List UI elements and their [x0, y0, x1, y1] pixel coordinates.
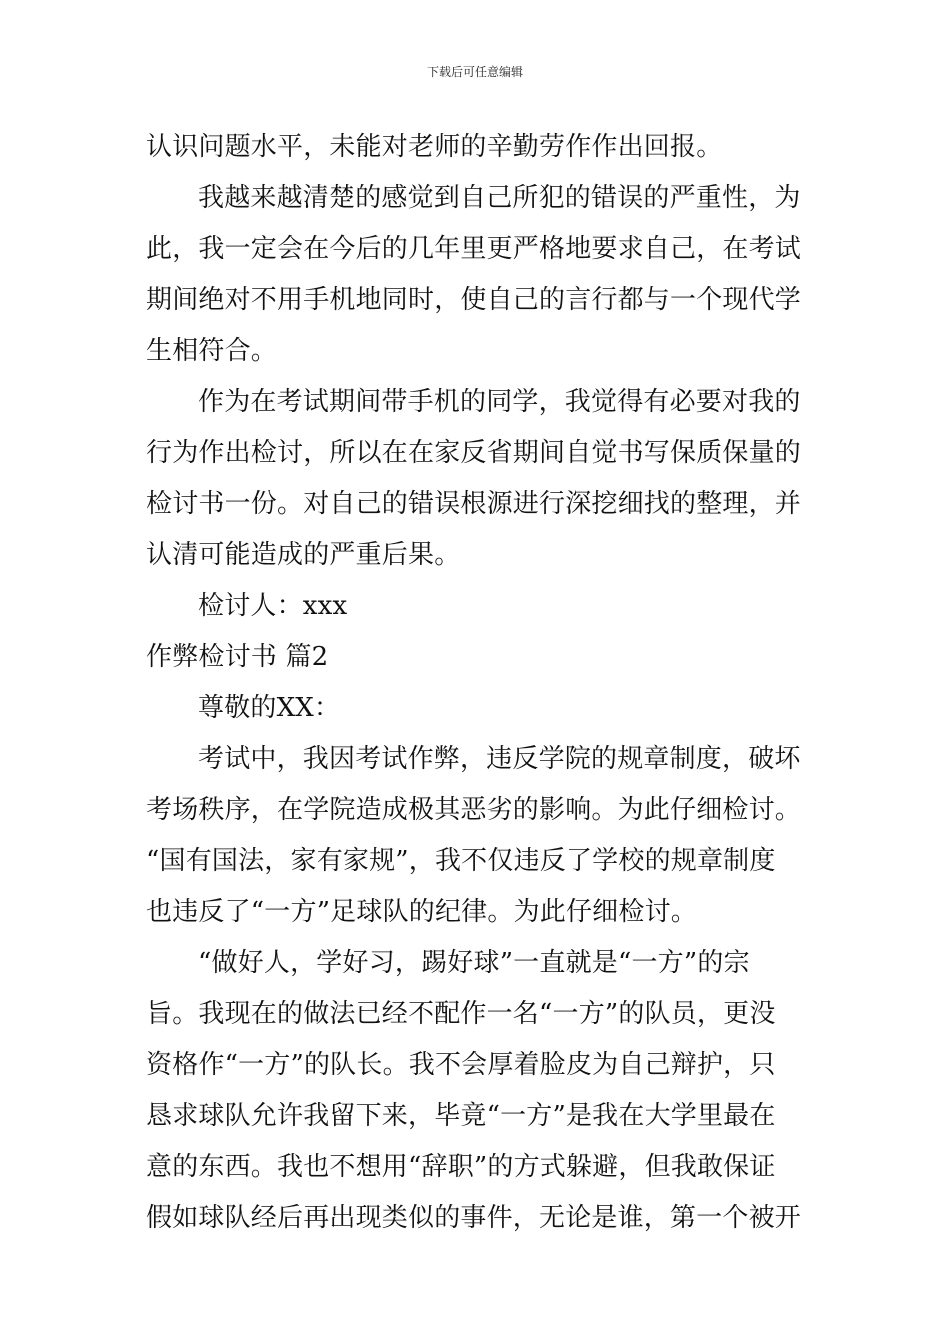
document-body [146, 122, 808, 1244]
text-line: 行为作出检讨，所以在在家反省期间自觉书写保质保量的 [146, 438, 802, 468]
text-line: 资格作“一方”的队长。我不会厚着脸皮为自己辩护，只 [146, 1050, 776, 1080]
text-line: 生相符合。 [146, 336, 278, 366]
text-line: 认识问题水平，未能对老师的辛勤劳作作出回报。 [146, 132, 723, 162]
text-line: 检讨书一份。对自己的错误根源进行深挖细找的整理，并 [146, 489, 802, 519]
text-line: 认清可能造成的严重后果。 [146, 540, 461, 570]
text-line: 期间绝对不用手机地同时，使自己的言行都与一个现代学 [146, 285, 802, 315]
page-header: 下载后可任意编辑 [426, 65, 523, 79]
salutation: 尊敬的XX： [198, 693, 341, 723]
text-line: 考场秩序，在学院造成极其恶劣的影响。为此仔细检讨。 [146, 795, 802, 825]
text-line: 假如球队经后再出现类似的事件，无论是谁，第一个被开 [146, 1203, 802, 1233]
text-line: 恳求球队允许我留下来，毕竟“一方”是我在大学里最在 [146, 1101, 776, 1131]
text-line: 我越来越清楚的感觉到自己所犯的错误的严重性，为 [198, 183, 801, 213]
section-heading: 作弊检讨书 篇2 [146, 642, 329, 672]
text-line: 作为在考试期间带手机的同学，我觉得有必要对我的 [198, 387, 801, 417]
text-line: 也违反了“一方”足球队的纪律。为此仔细检讨。 [146, 897, 697, 927]
text-line: 此，我一定会在今后的几年里更严格地要求自己，在考试 [146, 234, 802, 264]
text-line: 旨。我现在的做法已经不配作一名“一方”的队员，更没 [146, 999, 776, 1029]
signature-line: 检讨人：xxx [198, 591, 348, 621]
text-line: “国有国法，家有家规”，我不仅违反了学校的规章制度 [146, 846, 776, 876]
text-line: 考试中，我因考试作弊，违反学院的规章制度，破坏 [198, 744, 801, 774]
text-line: “做好人，学好习，踢好球”一直就是“一方”的宗 [198, 948, 750, 978]
text-line: 意的东西。我也不想用“辞职”的方式躲避，但我敢保证 [146, 1152, 776, 1182]
